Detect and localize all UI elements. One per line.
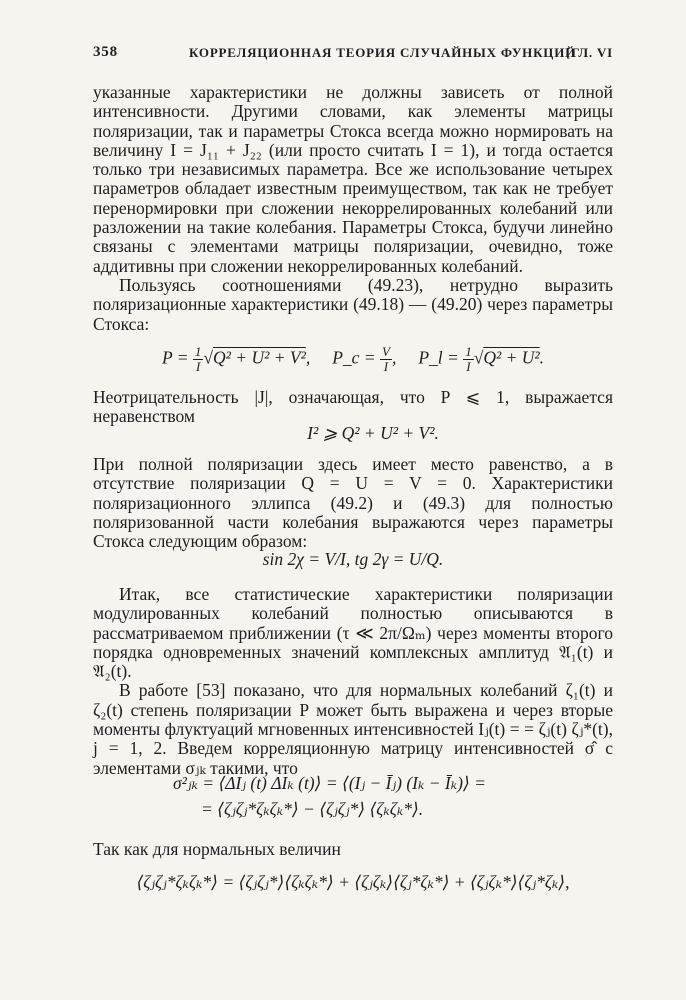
equation-fourth-moment: ⟨ζⱼζⱼ*ζₖζₖ*⟩ = ⟨ζⱼζⱼ*⟩⟨ζₖζₖ*⟩ + ⟨ζⱼζₖ⟩⟨ζⱼ*ζₖ*⟩ + ⟨ζⱼζₖ*⟩⟨ζⱼ*ζₖ⟩, [136, 872, 570, 892]
equation-correlation-matrix-line1: σ²ⱼₖ = ⟨ΔIⱼ (t) ΔIₖ (t)⟩ = ⟨(Iⱼ − Īⱼ) (Iₖ − Īₖ)⟩ = [173, 773, 486, 793]
paragraph-stokes-intro: Пользуясь соотношениями (49.23), нетрудно выразить поляризационные характеристики (49.18) — (49.20) через параметры Стокса: [93, 274, 613, 334]
paragraph-normal-oscillations: В работе [53] показано, что для нормальных колебаний ζ₁(t) и ζ₂(t) степень поляризации P может быть выражена и через вторые моменты флуктуаций мгновенных интенсивностей Iⱼ(t) = = ζⱼ(t) ζⱼ*(t), j = 1, 2. Введем корреляционную матрицу интенсивностей σ̂ с элементами σⱼₖ такими, что [93, 680, 613, 778]
page-number: 358 [93, 44, 118, 60]
running-title: КОРРЕЛЯЦИОННАЯ ТЕОРИЯ СЛУЧАЙНЫХ ФУНКЦИЙ [189, 45, 577, 60]
equation-ellipse-angles: sin 2χ = V/I, tg 2γ = U/Q. [262, 549, 444, 569]
chapter-marker: [ГЛ. VI [566, 45, 613, 60]
paragraph-normal-variables: Так как для нормальных величин [93, 839, 341, 859]
paragraph-intensity-normalization: указанные характеристики не должны зависеть от полной интенсивности. Другими словами, как элементы матрицы поляризации, так и параметры Стокса всегда можно нормировать на величину I = J₁₁ + J₂₂ (или просто считать I = 1), и тогда остается только три независимых параметра. Все же использование четырех параметров обладает известным преимуществом, так как не требует перенормировки при сложении некоррелированных колебаний или разложении на такие колебания. Параметры Стокса, будучи линейно связаны с элементами матрицы поляризации, очевидно, тоже аддитивны при сложении некоррелированных колебаний. Пользуясь соотношениями (49.23), нетрудно выразить поляризационные характеристики (49.18) — (49.20) через параметры Стокса: [93, 82, 613, 334]
equation-correlation-matrix-line2: = ⟨ζⱼζⱼ*ζₖζₖ*⟩ − ⟨ζⱼζⱼ*⟩ ⟨ζₖζₖ*⟩. [201, 799, 424, 819]
paragraph-nonnegativity: Неотрицательность |J|, означающая, что P ⩽ 1, выражается неравенством [93, 387, 613, 427]
running-header [93, 44, 613, 66]
equation-polarization-degrees: P = $\frac{1}{I}$ √Q² + U² + V², P_c = $\frac{V}{I}$ , P_l = $\frac{1}{I}$ √Q² + U². [161, 344, 545, 374]
paragraph-statistical-characteristics: Итак, все статистические характеристики поляризации модулированных колебаний полностью описываются в рассматриваемом приближении (τ ≪ 2π/Ωₘ) через моменты второго порядка одновременных значений комплексных амплитуд 𝔄₁(t) и 𝔄₂(t). В работе [53] показано, что для нормальных колебаний ζ₁(t) и ζ₂(t) степень поляризации P может быть выражена и через вторые моменты флуктуаций мгновенных интенсивностей Iⱼ(t) = = ζⱼ(t) ζⱼ*(t), j = 1, 2. Введем корреляционную матрицу интенсивностей σ̂ с элементами σⱼₖ такими, что [93, 584, 613, 778]
equation-inequality: I² ⩾ Q² + U² + V². [307, 423, 439, 443]
paragraph-full-polarization: При полной поляризации здесь имеет место равенство, а в отсутствие поляризации Q = U = V = 0. Характеристики поляризационного эллипса (49.2) и (49.3) для полностью поляризованной части колебания выражаются через параметры Стокса следующим образом: [93, 454, 613, 552]
